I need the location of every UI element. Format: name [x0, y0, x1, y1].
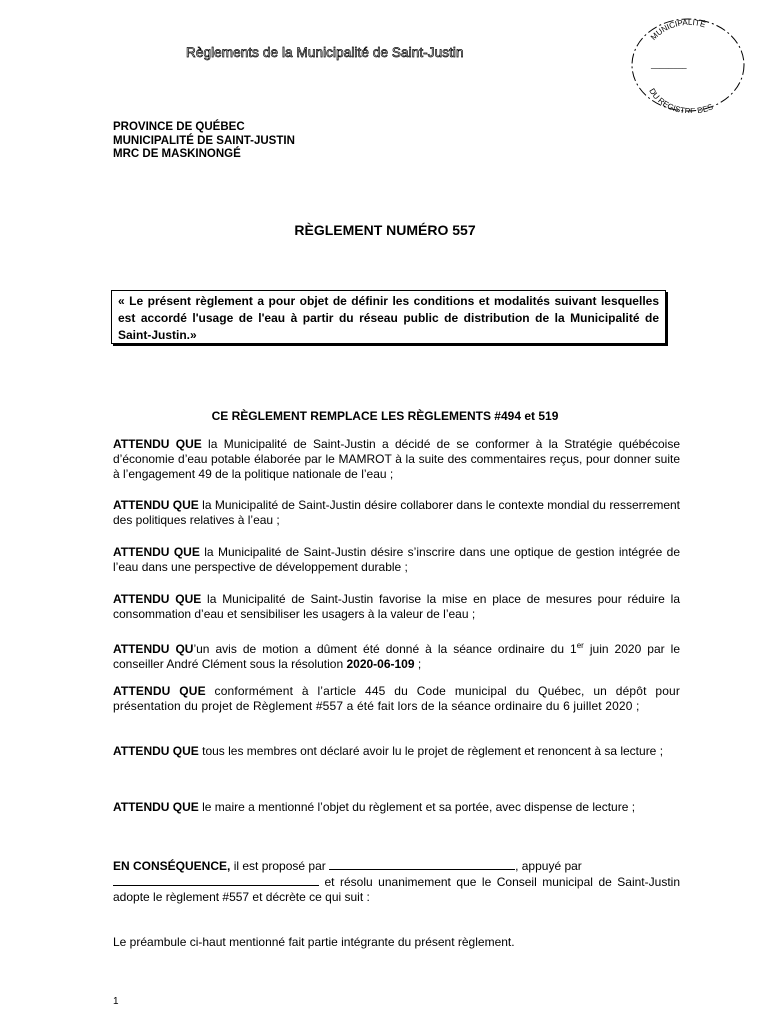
- attendu-text: conformément à l’article 445 du Code municipal du Québec, un dépôt pour présentation du projet de Règlement #557 a été fait lors de la séance ordinaire du 6 juillet 2020 ;: [113, 684, 680, 713]
- attendu-paragraph: [113, 800, 680, 815]
- attendu-paragraph: [113, 744, 680, 759]
- municipality-line: MUNICIPALITÉ DE SAINT-JUSTIN: [113, 134, 295, 147]
- municipal-seal: [627, 13, 749, 113]
- consequence-text-2: , appuyé par: [515, 859, 582, 873]
- attendu-text: le maire a mentionné l’objet du règlement et sa portée, avec dispense de lecture ;: [198, 800, 636, 814]
- attendu-text: la Municipalité de Saint-Justin a décidé de se conformer à la Stratégie québécoise d’économie d’eau potable élaborée par le MAMROT à la suite des commentaires reçus, pour donner suite à l’engagement 49 de la politique nationale de l’eau ;: [113, 437, 680, 481]
- attendu-lead: ATTENDU QUE: [113, 744, 199, 758]
- attendu-lead: ATTENDU QUE: [113, 592, 202, 606]
- seal-arc-bottom: DU REGISTRE DES: [647, 86, 715, 113]
- attendu-paragraph: [113, 592, 680, 622]
- motion-resolution: 2020-06-109: [346, 657, 415, 671]
- attendu-lead: ATTENDU QUE: [113, 684, 206, 698]
- province-block: [113, 121, 295, 162]
- consequence-text-1: il est proposé par: [230, 859, 330, 873]
- attendu-text: la Municipalité de Saint-Justin désire s’inscrire dans une optique de gestion intégrée de l’eau dans une perspective de développement durable ;: [113, 545, 680, 574]
- objective-box: [111, 290, 666, 344]
- motion-text-2: juin 2020 par le conseiller André Clément sous la résolution: [113, 642, 680, 671]
- motion-paragraph: [113, 638, 680, 672]
- mrc-line: MRC DE MASKINONGÉ: [113, 148, 241, 160]
- attendu-lead: ATTENDU QUE: [113, 800, 199, 814]
- motion-end: ;: [414, 657, 422, 671]
- attendu-paragraph: [113, 545, 680, 575]
- attendu-text: tous les membres ont déclaré avoir lu le projet de règlement et renoncent à sa lecture ;: [198, 744, 664, 758]
- proposer-blank-field[interactable]: [329, 858, 515, 870]
- attendu-text: la Municipalité de Saint-Justin désire collaborer dans le contexte mondial du resserrement des politiques relatives à l’eau ;: [113, 498, 681, 527]
- province-line: PROVINCE DE QUÉBEC: [113, 121, 245, 133]
- attendu-paragraph: [113, 684, 680, 714]
- regulation-title: RÈGLEMENT NUMÉRO 557: [294, 222, 476, 238]
- attendu-lead: ATTENDU QUE: [113, 437, 202, 451]
- consequence-lead: EN CONSÉQUENCE,: [113, 859, 231, 873]
- attendu-lead: ATTENDU QUE: [113, 498, 199, 512]
- svg-text:MUNICIPALITÉ: [649, 18, 707, 42]
- seconder-blank-field[interactable]: [113, 874, 319, 886]
- motion-superscript: er: [576, 641, 584, 650]
- motion-text-1: ’un avis de motion a dûment été donné à la séance ordinaire du 1: [193, 642, 577, 656]
- preamble-paragraph: Le préambule ci-haut mentionné fait partie intégrante du présent règlement.: [113, 935, 515, 949]
- replaces-heading: CE RÈGLEMENT REMPLACE LES RÈGLEMENTS #494 et 519: [211, 409, 559, 423]
- motion-lead: ATTENDU QU: [113, 642, 194, 656]
- consequence-text-3: et résolu unanimement que le Conseil municipal de Saint-Justin adopte le règlement #557 et décrète ce qui suit :: [113, 875, 680, 904]
- consequence-paragraph: [113, 858, 680, 905]
- attendu-paragraph: [113, 498, 680, 528]
- document-header: Règlements de la Municipalité de Saint-Justin: [186, 45, 464, 60]
- svg-text:DU REGISTRE DES: [647, 87, 714, 113]
- objective-text: « Le présent règlement a pour objet de définir les conditions et modalités suivant lesquelles est accordé l'usage de l'eau à partir du réseau public de distribution de la Municipalité de Saint-Justin.»: [118, 294, 659, 342]
- page-number: 1: [113, 996, 119, 1007]
- attendu-lead: ATTENDU QUE: [113, 545, 200, 559]
- seal-center-line: ________: [651, 60, 687, 69]
- seal-arc-top: MUNICIPALITÉ: [648, 17, 707, 43]
- attendu-paragraph: [113, 437, 680, 482]
- attendu-text: la Municipalité de Saint-Justin favorise la mise en place de mesures pour réduire la consommation d’eau et sensibiliser les usagers à la valeur de l’eau ;: [113, 592, 680, 621]
